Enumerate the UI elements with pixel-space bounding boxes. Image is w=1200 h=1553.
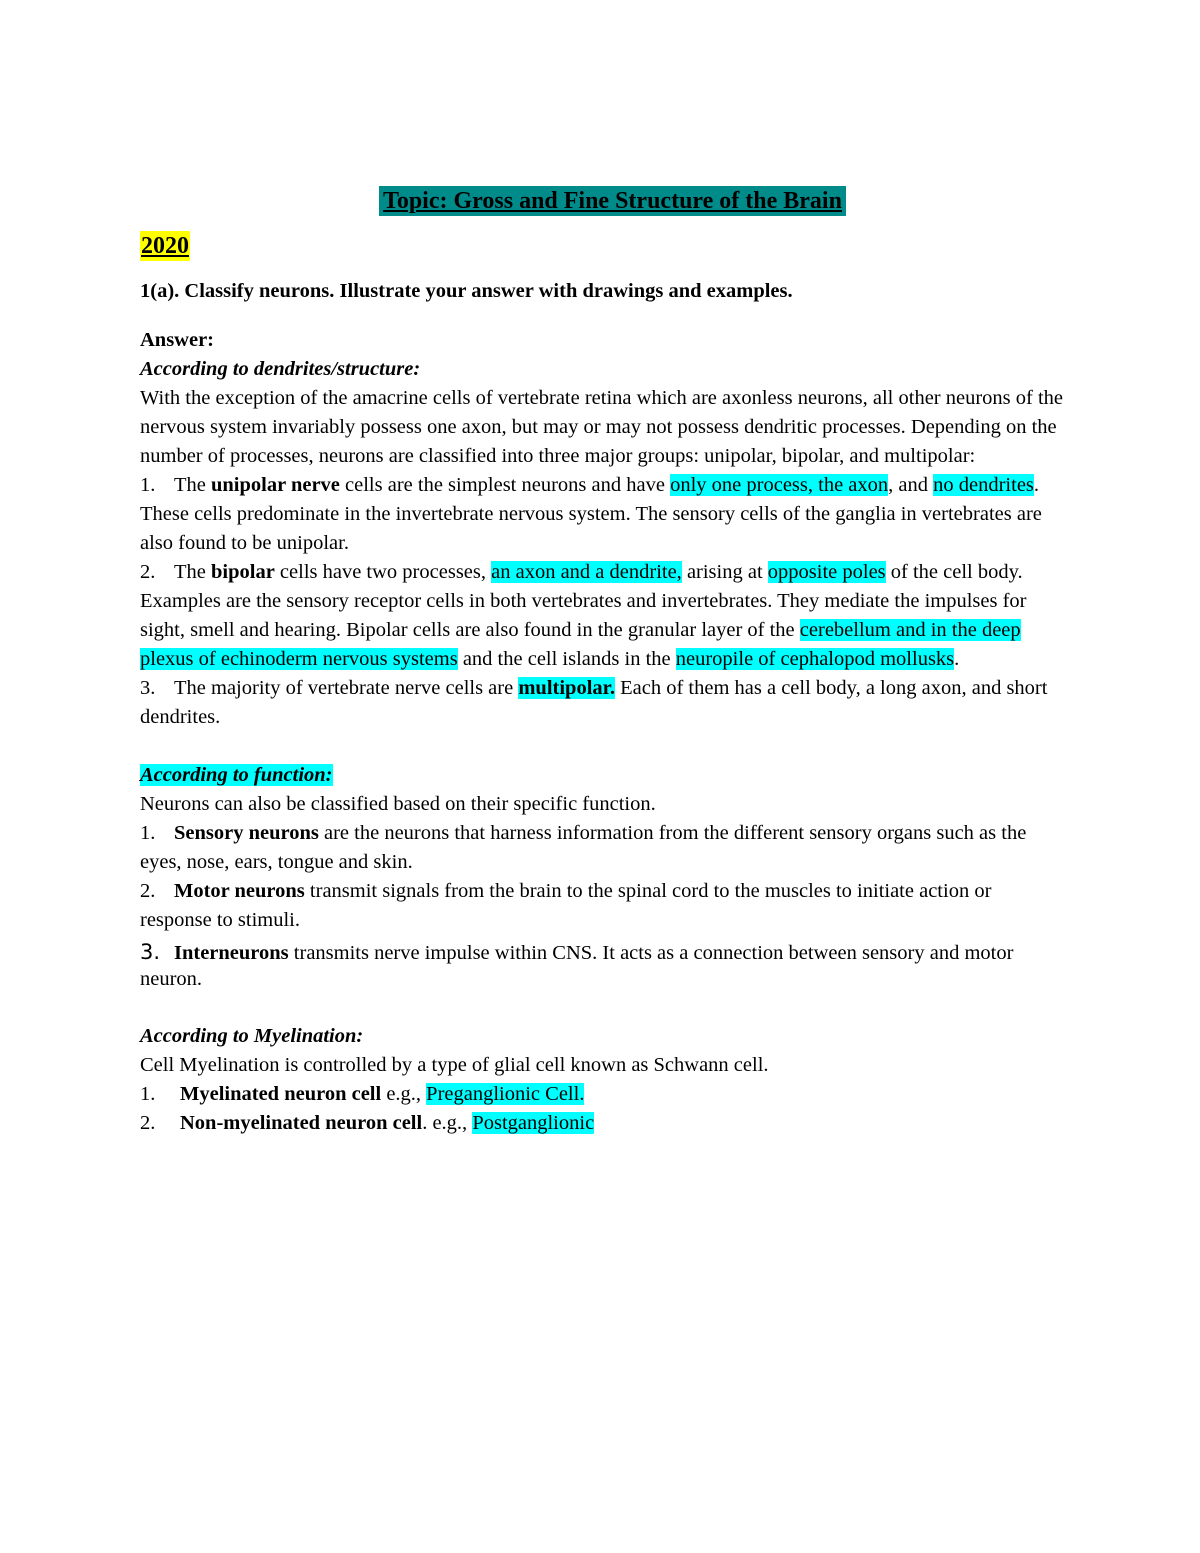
bold-term: bipolar — [211, 561, 275, 583]
text-run: . e.g., — [422, 1112, 473, 1134]
text-run: cells are the simplest neurons and have — [339, 474, 671, 496]
section-function-heading: According to function: — [140, 764, 333, 786]
list-number: 2. — [140, 561, 156, 583]
section-function-intro: Neurons can also be classified based on their specific function. — [140, 793, 656, 815]
highlight-bold: multipolar. — [518, 677, 615, 699]
section-function-heading-wrap — [140, 761, 1065, 790]
text-run: . These cells predominate in the invertebrate nervous system. The sensory cells of the ganglia in vertebrates are also found to be unipolar. — [140, 474, 1042, 554]
list-number: 2. — [140, 880, 156, 902]
list-number: 1. — [140, 1083, 156, 1105]
document-page — [140, 185, 1065, 1138]
bold-term: Interneurons — [174, 942, 289, 964]
section-myelination-heading: According to Myelination: — [140, 1025, 364, 1047]
question-text: 1(a). Classify neurons. Illustrate your answer with drawings and examples. — [140, 280, 793, 302]
spacer — [140, 992, 1065, 1022]
bold-term: unipolar nerve — [211, 474, 340, 496]
list-number: 3. — [140, 677, 156, 699]
section-structure-heading: According to dendrites/structure: — [140, 358, 421, 380]
list-number: 1. — [140, 474, 156, 496]
highlight: an axon and a dendrite, — [491, 561, 682, 583]
text-run: The — [174, 561, 211, 583]
myelination-item-non-myelinated — [140, 1109, 1065, 1138]
text-run: transmit signals from the brain to the spinal cord to the muscles to initiate action or response to stimuli. — [140, 880, 992, 931]
bold-term: Non-myelinated neuron cell — [180, 1112, 423, 1134]
structure-item-multipolar — [140, 674, 1065, 732]
text-run: transmits nerve impulse within CNS. It acts as a connection between sensory and motor neuron. — [140, 942, 1014, 990]
highlight: only one process, the axon — [670, 474, 889, 496]
function-item-interneuron — [140, 939, 1065, 992]
answer-label: Answer: — [140, 329, 215, 351]
text-run: , and — [888, 474, 934, 496]
text-run: arising at — [681, 561, 768, 583]
year-wrap — [140, 231, 1065, 277]
year-label: 2020 — [141, 233, 189, 259]
topic-heading-wrap — [160, 185, 1065, 217]
list-number: 2. — [140, 1112, 156, 1134]
highlight: neuropile of cephalopod mollusks — [675, 648, 955, 670]
topic-heading: Topic: Gross and Fine Structure of the Brain — [379, 186, 846, 216]
bold-term: Motor neurons — [174, 880, 305, 902]
list-number: 3. — [140, 940, 161, 964]
list-number: 1. — [140, 822, 156, 844]
highlight: Preganglionic Cell. — [426, 1083, 585, 1105]
function-item-motor — [140, 877, 1065, 935]
section-myelination-intro: Cell Myelination is controlled by a type of glial cell known as Schwann cell. — [140, 1054, 769, 1076]
function-item-sensory — [140, 819, 1065, 877]
text-run: of the cell body. Examples are the sensory receptor cells in both vertebrates and invertebrates. They mediate the impulses for sight, smell and hearing. Bipolar cells are also found in the granular layer of the — [140, 561, 1027, 641]
highlight: opposite poles — [767, 561, 886, 583]
highlight: Postganglionic — [472, 1112, 595, 1134]
text-run: cells have two processes, — [274, 561, 492, 583]
section-structure-intro: With the exception of the amacrine cells of vertebrate retina which are axonless neurons, all other neurons of the nervous system invariably possess one axon, but may or may not possess dendritic processes. Depending on the number of processes, neurons are classified into three major groups: unipolar, bipolar, and multipolar: — [140, 387, 1064, 467]
highlight: no dendrites — [933, 474, 1034, 496]
text-run: and the cell islands in the — [457, 648, 676, 670]
text-run: e.g., — [381, 1083, 427, 1105]
structure-item-bipolar — [140, 558, 1065, 674]
myelination-item-myelinated — [140, 1080, 1065, 1109]
spacer — [140, 732, 1065, 761]
text-run: The — [174, 474, 211, 496]
text-run: are the neurons that harness information from the different sensory organs such as the eyes, nose, ears, tongue and skin. — [140, 822, 1027, 873]
text-run: The majority of vertebrate nerve cells are — [174, 677, 519, 699]
bold-term: Myelinated neuron cell — [180, 1083, 382, 1105]
text-run: . — [954, 648, 960, 670]
structure-item-unipolar — [140, 471, 1065, 558]
highlight: cerebellum and in the deep plexus of echinoderm nervous systems — [140, 619, 1021, 670]
text-run: Each of them has a cell body, a long axon, and short dendrites. — [140, 677, 1048, 728]
bold-term: Sensory neurons — [174, 822, 319, 844]
